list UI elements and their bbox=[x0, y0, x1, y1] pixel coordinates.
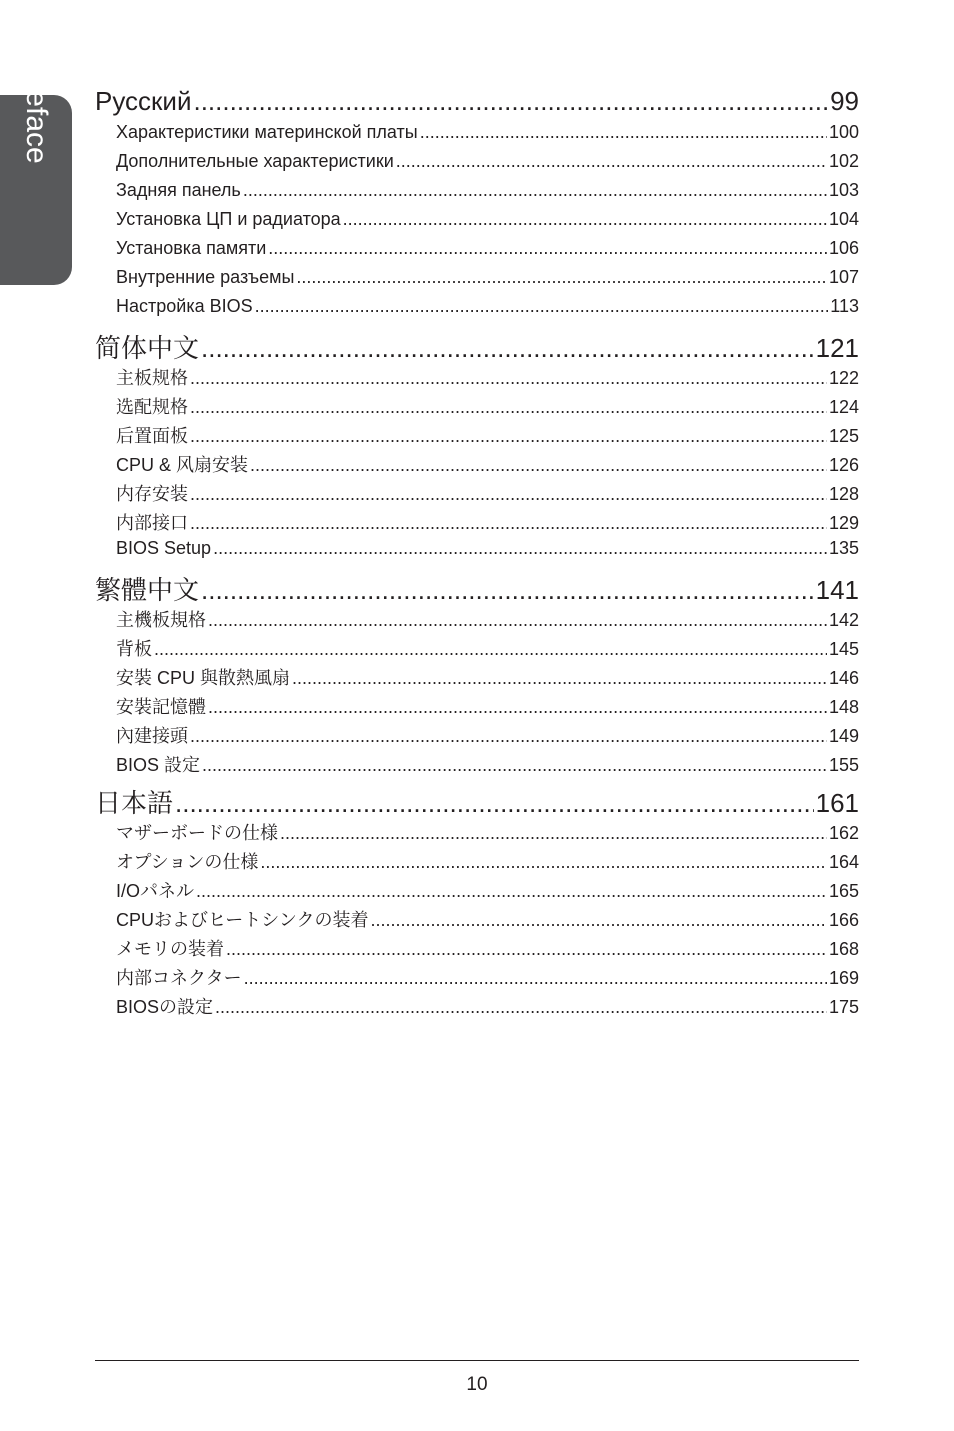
toc-heading-title: 简体中文 bbox=[95, 333, 200, 363]
toc-entry-page: 135 bbox=[828, 538, 859, 558]
dot-leader bbox=[175, 788, 814, 819]
dot-leader bbox=[201, 333, 814, 364]
toc-entry-label: CPUおよびヒートシンクの装着 bbox=[116, 910, 369, 930]
toc-heading[interactable] bbox=[95, 570, 859, 606]
dot-leader bbox=[370, 910, 826, 931]
toc-entry-label: 后置面板 bbox=[116, 426, 188, 446]
dot-leader bbox=[226, 939, 827, 960]
dot-leader bbox=[190, 426, 827, 447]
toc-entry-page: 107 bbox=[828, 267, 859, 287]
dot-leader bbox=[213, 538, 827, 559]
toc-heading-page: 141 bbox=[815, 575, 859, 605]
dot-leader bbox=[255, 296, 829, 317]
toc-entry-label: 主板规格 bbox=[116, 368, 188, 388]
dot-leader bbox=[292, 668, 827, 689]
toc-entry[interactable] bbox=[95, 538, 859, 567]
toc-entry-label: BIOS Setup bbox=[116, 538, 212, 558]
dot-leader bbox=[343, 209, 827, 230]
toc-entry-label: Установка памяти bbox=[116, 238, 267, 258]
toc-entry-label: 内存安装 bbox=[116, 484, 188, 504]
toc-entry[interactable] bbox=[95, 664, 859, 693]
toc-entry-page: 169 bbox=[828, 968, 859, 988]
toc-entry[interactable] bbox=[95, 635, 859, 664]
toc-entry[interactable] bbox=[95, 480, 859, 509]
footer-divider bbox=[95, 1360, 859, 1361]
toc-entry-page: 142 bbox=[828, 610, 859, 630]
dot-leader bbox=[244, 968, 827, 989]
dot-leader bbox=[420, 122, 827, 143]
toc-entry[interactable] bbox=[95, 393, 859, 422]
toc-entry-label: 主機板規格 bbox=[116, 610, 206, 630]
dot-leader bbox=[268, 238, 827, 259]
toc-entry-label: 内部接口 bbox=[116, 513, 188, 533]
dot-leader bbox=[260, 852, 827, 873]
dot-leader bbox=[201, 575, 814, 606]
toc-entry-page: 128 bbox=[828, 484, 859, 504]
toc-entry[interactable] bbox=[95, 122, 859, 151]
toc-entry-label: 选配规格 bbox=[116, 397, 188, 417]
toc-entry-page: 124 bbox=[828, 397, 859, 417]
toc-entry-label: オプションの仕様 bbox=[116, 852, 259, 872]
toc-heading-title: Русский bbox=[95, 86, 192, 116]
dot-leader bbox=[190, 726, 827, 747]
toc-entry[interactable] bbox=[95, 238, 859, 267]
toc-entry-label: I/Oパネル bbox=[116, 881, 195, 901]
toc-entry-page: 165 bbox=[828, 881, 859, 901]
toc-entry[interactable] bbox=[95, 819, 859, 848]
toc-entry-page: 100 bbox=[828, 122, 859, 142]
toc-entry[interactable] bbox=[95, 722, 859, 751]
toc-entry-page: 148 bbox=[828, 697, 859, 717]
preface-tab-label: Preface bbox=[20, 60, 53, 164]
toc-entry-label: Внутренние разъемы bbox=[116, 267, 295, 287]
dot-leader bbox=[243, 180, 827, 201]
toc-heading[interactable] bbox=[95, 86, 859, 122]
toc-entry-label: 內建接頭 bbox=[116, 726, 188, 746]
toc-entry-label: CPU & 风扇安装 bbox=[116, 455, 249, 475]
toc-entry-label: マザーボードの仕様 bbox=[116, 823, 278, 843]
toc-entry-page: 122 bbox=[828, 368, 859, 388]
toc-entry-label: Характеристики материнской платы bbox=[116, 122, 418, 142]
toc-heading[interactable] bbox=[95, 783, 859, 819]
toc-entry-page: 149 bbox=[828, 726, 859, 746]
toc-entry[interactable] bbox=[95, 606, 859, 635]
toc-entry-page: 103 bbox=[828, 180, 859, 200]
dot-leader bbox=[190, 397, 827, 418]
dot-leader bbox=[208, 610, 827, 631]
toc-section-russian bbox=[95, 86, 859, 325]
table-of-contents bbox=[95, 86, 859, 1025]
toc-entry-page: 155 bbox=[828, 755, 859, 775]
dot-leader bbox=[396, 151, 827, 172]
toc-entry-label: 内部コネクター bbox=[116, 968, 242, 988]
toc-entry[interactable] bbox=[95, 935, 859, 964]
toc-entry-label: BIOS 設定 bbox=[116, 755, 201, 775]
toc-section-japanese bbox=[95, 783, 859, 1022]
toc-entry[interactable] bbox=[95, 451, 859, 480]
toc-entry-label: 安裝記憶體 bbox=[116, 697, 206, 717]
toc-entry[interactable] bbox=[95, 364, 859, 393]
toc-entry-label: メモリの装着 bbox=[116, 939, 224, 959]
toc-heading-title: 繁體中文 bbox=[95, 575, 200, 605]
toc-heading-title: 日本語 bbox=[95, 788, 174, 818]
toc-entry-page: 168 bbox=[828, 939, 859, 959]
toc-entry-page: 164 bbox=[828, 852, 859, 872]
dot-leader bbox=[190, 513, 827, 534]
toc-entry[interactable] bbox=[95, 751, 859, 780]
dot-leader bbox=[202, 755, 827, 776]
toc-entry-label: 安裝 CPU 與散熱風扇 bbox=[116, 668, 291, 688]
page-number: 10 bbox=[466, 1374, 488, 1395]
toc-entry-page: 126 bbox=[828, 455, 859, 475]
dot-leader bbox=[280, 823, 827, 844]
toc-heading[interactable] bbox=[95, 328, 859, 364]
toc-entry-label: Настройка BIOS bbox=[116, 296, 253, 316]
toc-heading-page: 161 bbox=[815, 788, 859, 818]
toc-entry[interactable] bbox=[95, 964, 859, 993]
toc-entry-page: 146 bbox=[828, 668, 859, 688]
toc-entry-page: 175 bbox=[828, 997, 859, 1017]
toc-entry-label: Дополнительные характеристики bbox=[116, 151, 394, 171]
dot-leader bbox=[196, 881, 827, 902]
toc-entry-label: 背板 bbox=[116, 639, 152, 659]
toc-heading-page: 99 bbox=[830, 86, 859, 116]
toc-entry[interactable] bbox=[95, 180, 859, 209]
toc-entry-label: Задняя панель bbox=[116, 180, 241, 200]
dot-leader bbox=[250, 455, 827, 476]
dot-leader bbox=[296, 267, 827, 288]
dot-leader bbox=[154, 639, 827, 660]
toc-entry[interactable] bbox=[95, 877, 859, 906]
toc-entry[interactable] bbox=[95, 267, 859, 296]
dot-leader bbox=[190, 368, 827, 389]
dot-leader bbox=[208, 697, 827, 718]
toc-entry-page: 145 bbox=[828, 639, 859, 659]
toc-entry-page: 129 bbox=[828, 513, 859, 533]
toc-entry[interactable] bbox=[95, 151, 859, 180]
toc-entry-page: 106 bbox=[828, 238, 859, 258]
toc-entry-label: BIOSの設定 bbox=[116, 997, 214, 1017]
toc-entry[interactable] bbox=[95, 906, 859, 935]
dot-leader bbox=[215, 997, 827, 1018]
toc-section-traditional-chinese bbox=[95, 570, 859, 780]
toc-entry[interactable] bbox=[95, 693, 859, 722]
toc-entry[interactable] bbox=[95, 848, 859, 877]
toc-entry[interactable] bbox=[95, 509, 859, 538]
toc-entry[interactable] bbox=[95, 422, 859, 451]
toc-section-simplified-chinese bbox=[95, 328, 859, 567]
toc-entry-page: 102 bbox=[828, 151, 859, 171]
toc-entry[interactable] bbox=[95, 993, 859, 1022]
toc-entry[interactable] bbox=[95, 209, 859, 238]
toc-heading-page: 121 bbox=[815, 333, 859, 363]
dot-leader bbox=[193, 86, 828, 117]
toc-entry-page: 104 bbox=[828, 209, 859, 229]
toc-entry-label: Установка ЦП и радиатора bbox=[116, 209, 341, 229]
toc-entry-page: 166 bbox=[828, 910, 859, 930]
dot-leader bbox=[190, 484, 827, 505]
toc-entry-page: 162 bbox=[828, 823, 859, 843]
toc-entry-page: 113 bbox=[830, 296, 859, 316]
toc-entry[interactable] bbox=[95, 296, 859, 325]
toc-entry-page: 125 bbox=[828, 426, 859, 446]
